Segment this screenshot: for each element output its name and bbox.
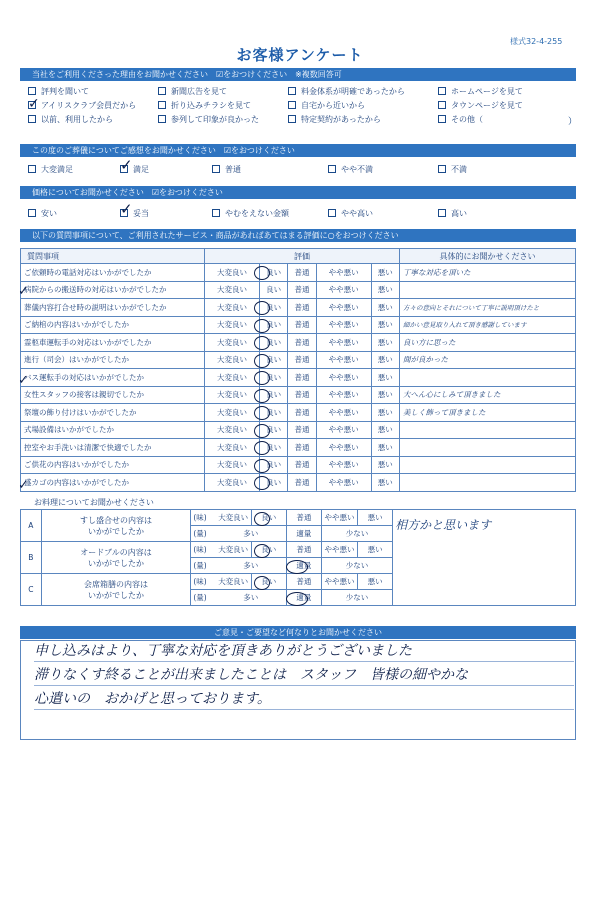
checkmark-icon: ✓ (18, 284, 29, 299)
comment-cell[interactable]: 美しく飾って頂きました (400, 404, 576, 422)
option-fair[interactable]: 妥当 (120, 208, 149, 219)
option-reason-10[interactable]: 参列して印象が良かった (158, 114, 259, 125)
option-reason-11[interactable]: 特定契約があったから (288, 114, 381, 125)
comment-cell[interactable]: 丁寧な対応を頂いた (400, 264, 576, 282)
header-comment: 具体的にお聞かせください (400, 249, 576, 264)
section-bar-reason: 当社をご利用くださった理由をお聞かせください ☑をおつけください ※複数回答可 (20, 68, 576, 81)
circle-mark (254, 459, 270, 473)
comment-cell[interactable]: 細かい意見取り入れて頂き感謝しています (400, 316, 576, 334)
option-satisfied[interactable]: 満足 (120, 164, 149, 175)
rating-good[interactable]: 良い (259, 264, 287, 282)
table-row: (量) 多い 適量 少ない (21, 526, 576, 542)
table-row: B オードブルの内容は いかがでしたか (味) 大変良い 良い 普通 やや悪い 悪い (21, 542, 576, 558)
option-reason-7[interactable]: 自宅から近いから (288, 100, 365, 111)
comment-cell[interactable] (400, 474, 576, 492)
checkmark-icon: ✓ (120, 200, 133, 218)
circle-mark (254, 576, 270, 590)
comment-cell[interactable]: 方々の意向とそれについて丁寧に説明頂けたと (400, 299, 576, 317)
checkmark-icon: ✓ (18, 478, 29, 493)
form-number: 様式32-4-255 (510, 37, 563, 46)
page-title: お客様アンケート (236, 46, 364, 64)
rating-bad[interactable]: 悪い (371, 264, 399, 282)
comment-cell[interactable] (400, 439, 576, 457)
table-row: ご納棺の内容はいかがでしたか 大変良い 良い 普通 やや悪い 悪い 細かい意見取り入れて頂き感謝しています (21, 316, 576, 334)
circle-mark (254, 476, 270, 490)
option-expensive[interactable]: 高い (438, 208, 467, 219)
checkmark-icon: ✓ (28, 96, 40, 112)
section-bar-impression: この度のご葬儀についてご感想をお聞かせください ☑をおつけください (20, 144, 576, 157)
table-row: 葬儀内容打合せ時の説明はいかがでしたか 大変良い 良い 普通 やや悪い 悪い 方々の意向とそれについて丁寧に説明頂けたと (21, 299, 576, 317)
option-reason-4[interactable]: ホームページを見て (438, 86, 523, 97)
header-question: 質問事項 (21, 249, 205, 264)
table-row: ご供花の内容はいかがでしたか 大変良い 良い 普通 やや悪い 悪い (21, 456, 576, 474)
checkbox[interactable] (28, 87, 36, 95)
circle-mark (254, 512, 270, 526)
circle-mark (254, 406, 270, 420)
comment-cell[interactable] (400, 456, 576, 474)
option-reason-2[interactable]: 新聞広告を見て (158, 86, 227, 97)
option-reason-8[interactable]: タウンページを見て (438, 100, 523, 111)
food-comment[interactable]: 相方かと思います (393, 510, 576, 606)
circle-mark (286, 560, 308, 574)
table-row: バス運転手の対応はいかがでしたか 大変良い 良い 普通 やや悪い 悪い (21, 369, 576, 387)
table-row: 女性スタッフの接客は親切でしたか 大変良い 良い 普通 やや悪い 悪い 大へん心にしみて頂きました (21, 386, 576, 404)
comment-cell[interactable] (400, 369, 576, 387)
circle-mark (254, 319, 270, 333)
table-header-row (21, 249, 576, 264)
feedback-line-3[interactable]: 心遣いの おかげと思っております。 (34, 688, 574, 710)
food-title: お料理についてお聞かせください (34, 498, 154, 507)
section-bar-questions: 以下の質問事項について、ご利用されたサービス・商品があればあてはまる評価に○をおつけください (20, 229, 576, 242)
option-reason-9[interactable]: 以前、利用したから (28, 114, 113, 125)
circle-mark (254, 371, 270, 385)
circle-mark (254, 301, 270, 315)
option-reason-3[interactable]: 料金体系が明確であったから (288, 86, 405, 97)
option-reason-5[interactable]: アイリスクラブ会員だから (28, 100, 136, 111)
circle-mark (254, 266, 270, 280)
circle-mark (254, 544, 270, 558)
circle-mark (254, 424, 270, 438)
table-row: 進行（司会）はいかがでしたか 大変良い 良い 普通 やや悪い 悪い 間が良かった (21, 351, 576, 369)
rating-very-good[interactable]: 大変良い (205, 264, 260, 282)
circle-mark (286, 592, 308, 606)
option-reason-1[interactable]: 評判を聞いて (28, 86, 89, 97)
table-row: ご依頼時の電話対応はいかがでしたか 大変良い 良い 普通 やや悪い 悪い 丁寧な対応を頂いた (21, 264, 576, 282)
option-cheap[interactable]: 安い (28, 208, 57, 219)
rating-normal[interactable]: 普通 (288, 264, 316, 282)
comment-cell[interactable]: 良い方に思った (400, 334, 576, 352)
checkmark-icon: ✓ (18, 373, 29, 388)
header-rating: 評価 (205, 249, 400, 264)
option-slightly-dissatisfied[interactable]: やや不満 (328, 164, 373, 175)
checkmark-icon: ✓ (120, 156, 133, 174)
close-paren: ） (568, 117, 578, 127)
feedback-line-1[interactable]: 申し込みはより、丁寧な対応を頂きありがとうございました (34, 640, 574, 662)
comment-cell[interactable] (400, 281, 576, 299)
table-row: 式場設備はいかがでしたか 大変良い 良い 普通 やや悪い 悪い (21, 421, 576, 439)
circle-mark (254, 336, 270, 350)
section-bar-price: 価格についてお聞かせください ☑をおつけください (20, 186, 576, 199)
table-row: 控室やお手洗いは清潔で快適でしたか 大変良い 良い 普通 やや悪い 悪い (21, 439, 576, 457)
table-row: 祭壇の飾り付けはいかがでしたか 大変良い 良い 普通 やや悪い 悪い 美しく飾って頂きました (21, 404, 576, 422)
circle-mark (254, 389, 270, 403)
feedback-line-2[interactable]: 滞りなくす終ることが出来ましたことは スタッフ 皆様の細やかな (34, 664, 574, 686)
option-normal[interactable]: 普通 (212, 164, 241, 175)
table-row: C 会席箱膳の内容は いかがでしたか (味) 大変良い 良い 普通 やや悪い 悪い (21, 574, 576, 590)
table-row: (量) 多い 適量 少ない (21, 558, 576, 574)
table-row: 盛カゴの内容はいかがでしたか 大変良い 良い 普通 やや悪い 悪い (21, 474, 576, 492)
option-dissatisfied[interactable]: 不満 (438, 164, 467, 175)
comment-cell[interactable]: 大へん心にしみて頂きました (400, 386, 576, 404)
rating-slightly-bad[interactable]: やや悪い (316, 264, 371, 282)
section-bar-feedback: ご意見・ご要望など何なりとお聞かせください (20, 626, 576, 639)
option-slightly-expensive[interactable]: やや高い (328, 208, 373, 219)
circle-mark (254, 441, 270, 455)
comment-cell[interactable] (400, 421, 576, 439)
option-unavoidable[interactable]: やむをえない金額 (212, 208, 289, 219)
table-row: (量) 多い 適量 少ない (21, 590, 576, 606)
option-reason-6[interactable]: 折り込みチラシを見て (158, 100, 251, 111)
table-row: 病院からの搬送時の対応はいかがでしたか 大変良い 良い 普通 やや悪い 悪い (21, 281, 576, 299)
table-row: 霊柩車運転手の対応はいかがでしたか 大変良い 良い 普通 やや悪い 悪い 良い方に思った (21, 334, 576, 352)
table-row: A すし盛合せの内容は いかがでしたか (味) 大変良い 良い 普通 やや悪い 悪い 相方かと思います (21, 510, 576, 526)
questions-table (20, 248, 576, 492)
option-reason-12[interactable]: その他（ (438, 114, 483, 125)
circle-mark (254, 354, 270, 368)
comment-cell[interactable]: 間が良かった (400, 351, 576, 369)
option-very-satisfied[interactable]: 大変満足 (28, 164, 73, 175)
